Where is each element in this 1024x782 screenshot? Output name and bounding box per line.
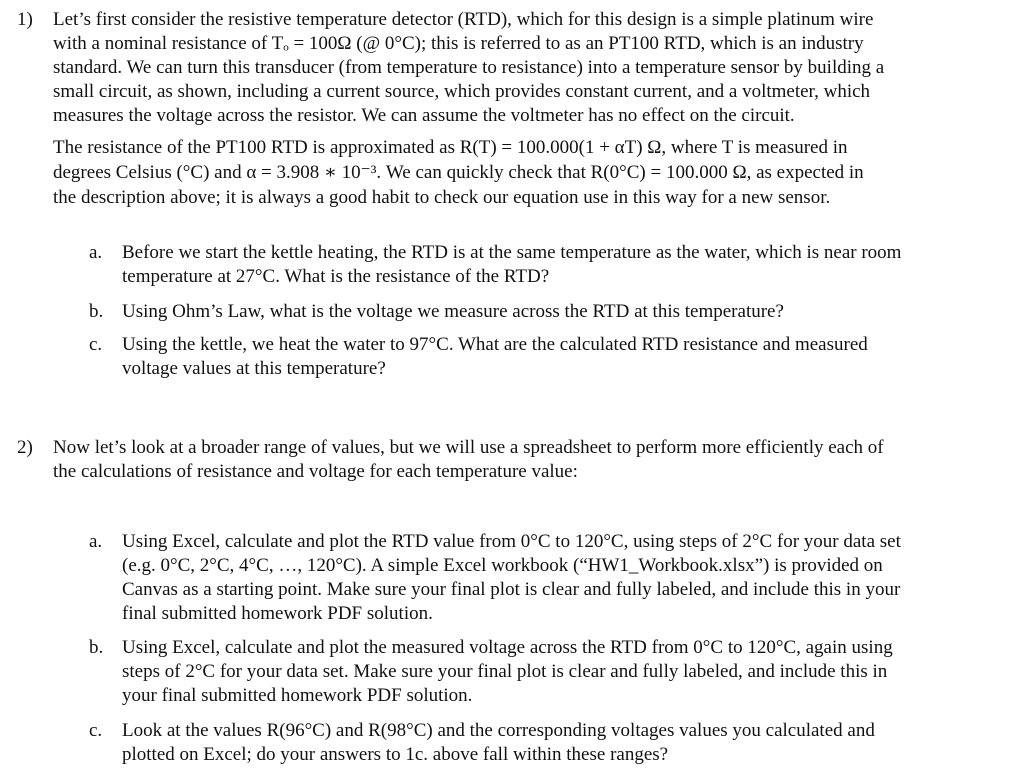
q2-line: Now let’s look at a broader range of values, but we will use a spreadsheet to perform more efficiently each of (53, 437, 884, 458)
q1-line: The resistance of the PT100 RTD is approximated as R(T) = 100.000(1 + αT) Ω, where T is measured in (53, 137, 848, 158)
q2-part-a-line: Using Excel, calculate and plot the RTD value from 0°C to 120°C, using steps of 2°C for your data set (122, 531, 901, 552)
part-letter: a. (89, 531, 103, 552)
q2-part-c-line: plotted on Excel; do your answers to 1c. above fall within these ranges? (122, 744, 669, 765)
q2-part-b-line: your final submitted homework PDF solution. (122, 685, 473, 706)
q1-part-c-line: voltage values at this temperature? (122, 358, 386, 379)
q1-line: standard. We can turn this transducer (from temperature to resistance) into a temperature sensor by building a (53, 57, 885, 78)
q1-line: with a nominal resistance of Tₒ = 100Ω (@ 0°C); this is referred to as an PT100 RTD, which is an industry (53, 33, 864, 54)
q1-part-a-line: Before we start the kettle heating, the RTD is at the same temperature as the water, which is near room (122, 242, 902, 263)
part-letter: c. (89, 334, 103, 355)
part-letter: b. (89, 301, 104, 322)
q2-line: the calculations of resistance and voltage for each temperature value: (53, 461, 578, 482)
part-letter: c. (89, 720, 103, 741)
q1-part-a-line: temperature at 27°C. What is the resistance of the RTD? (122, 266, 550, 287)
q1-line: the description above; it is always a good habit to check our equation use in this way for a new sensor. (53, 187, 831, 208)
q1-part-c-line: Using the kettle, we heat the water to 97°C. What are the calculated RTD resistance and measured (122, 334, 868, 355)
question-number: 1) (17, 9, 33, 30)
q1-line: degrees Celsius (°C) and α = 3.908 ∗ 10⁻³. We can quickly check that R(0°C) = 100.000 Ω, as expected in (53, 162, 864, 183)
q2-part-a-line: (e.g. 0°C, 2°C, 4°C, …, 120°C). A simple Excel workbook (“HW1_Workbook.xlsx”) is provided on (122, 555, 883, 576)
q2-part-c-line: Look at the values R(96°C) and R(98°C) and the corresponding voltages values you calculated and (122, 720, 875, 741)
part-letter: a. (89, 242, 103, 263)
question-number: 2) (17, 437, 33, 458)
q1-line: Let’s first consider the resistive temperature detector (RTD), which for this design is a simple platinum wire (53, 9, 874, 30)
q1-line: small circuit, as shown, including a current source, which provides constant current, and a voltmeter, which (53, 81, 871, 102)
part-letter: b. (89, 637, 104, 658)
q1-part-b-line: Using Ohm’s Law, what is the voltage we measure across the RTD at this temperature? (122, 301, 784, 322)
q2-part-a-line: Canvas as a starting point. Make sure your final plot is clear and fully labeled, and include this in your (122, 579, 901, 600)
q2-part-a-line: final submitted homework PDF solution. (122, 603, 433, 624)
q2-part-b-line: Using Excel, calculate and plot the measured voltage across the RTD from 0°C to 120°C, again using (122, 637, 893, 658)
q1-line: measures the voltage across the resistor. We can assume the voltmeter has no effect on the circuit. (53, 105, 795, 126)
q2-part-b-line: steps of 2°C for your data set. Make sure your final plot is clear and fully labeled, and include this in (122, 661, 888, 682)
